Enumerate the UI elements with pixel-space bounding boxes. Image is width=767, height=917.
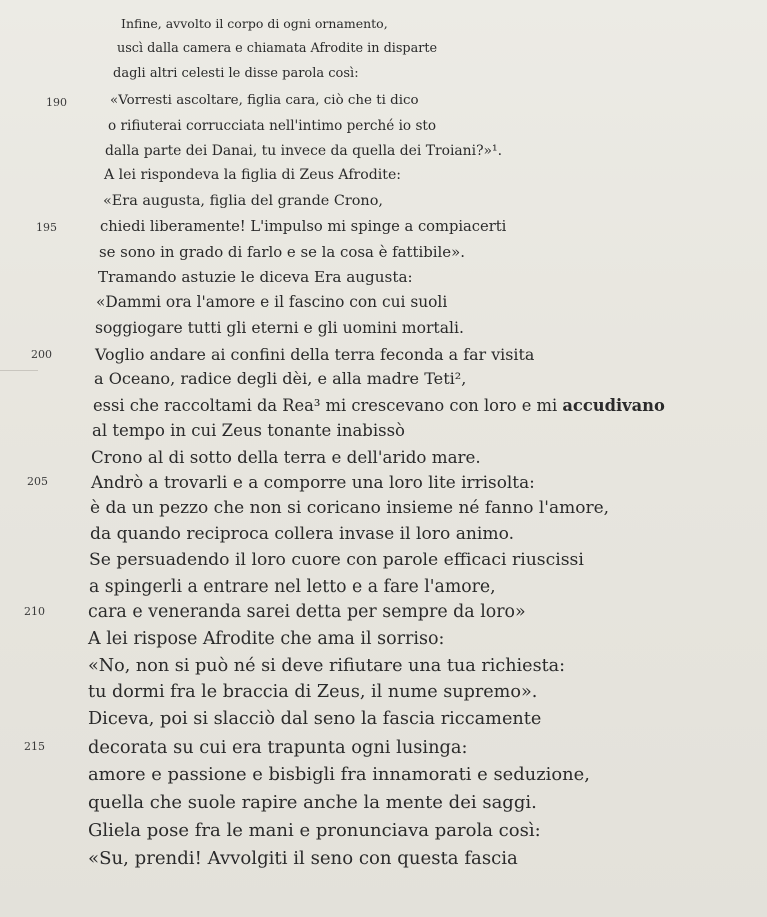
text-run: Voglio andare ai confini della terra feconda a far visita (95, 345, 535, 364)
verse-text (95, 345, 534, 364)
verse-line (0, 369, 767, 393)
text-run: Tramando astuzie le diceva Era augusta: (98, 268, 413, 286)
verse-line (0, 193, 767, 215)
verse-line (0, 764, 767, 790)
verse-line (0, 167, 767, 189)
verse-text (91, 447, 481, 467)
text-run: Se persuadendo il loro cuore con parole efficaci riuscissi (89, 550, 584, 570)
text-run: quella che suole rapire anche la mente dei saggi. (88, 792, 537, 813)
text-run: da quando reciproca collera invase il loro animo. (90, 524, 514, 544)
text-run: tu dormi fra le braccia di Zeus, il nume supremo». (88, 682, 538, 702)
text-run: è da un pezzo che non si coricano insieme né fanno l'amore, (90, 498, 610, 518)
verse-line (0, 93, 767, 114)
line-number: 205 (27, 475, 48, 488)
text-run: «Era augusta, figlia del grande Crono, (103, 193, 383, 209)
verse-line (0, 524, 767, 549)
verse-line (0, 737, 767, 763)
verse-text (90, 498, 609, 518)
text-run: se sono in grado di farlo e se la cosa è fattibile». (99, 243, 465, 261)
line-number: 215 (24, 740, 45, 753)
verse-text (90, 524, 514, 544)
verse-text (96, 293, 447, 311)
text-run: a spingerli a entrare nel letto e a fare l'amore, (89, 577, 496, 597)
verse-line (0, 550, 767, 575)
verse-text (100, 218, 506, 235)
verse-text (121, 16, 388, 31)
verse-line (0, 421, 767, 446)
verse-text (88, 656, 565, 676)
text-run: «Su, prendi! Avvolgiti il seno con questa fascia (88, 848, 518, 869)
verse-text (92, 421, 405, 440)
line-number: 195 (36, 221, 57, 234)
verse-text (88, 629, 444, 649)
text-run: essi che raccoltami da Rea³ mi crescevano con loro e mi (93, 396, 563, 415)
text-run: «Vorresti ascoltare, figlia cara, ciò che ti dico (110, 93, 419, 108)
text-run: soggiogare tutti gli eterni e gli uomini mortali. (95, 319, 464, 337)
verse-text (95, 319, 464, 337)
verse-line (0, 345, 767, 369)
verse-line (0, 268, 767, 291)
verse-text (99, 243, 465, 261)
text-run: Diceva, poi si slacciò dal seno la fascia riccamente (88, 709, 542, 729)
verse-line (0, 472, 767, 497)
verse-line (0, 820, 767, 846)
text-run: cara e veneranda sarei detta per sempre da loro» (88, 602, 526, 622)
verse-line (0, 629, 767, 655)
verse-line (0, 218, 767, 241)
verse-text (89, 577, 496, 597)
verse-line (0, 66, 767, 87)
verse-text (88, 602, 526, 622)
verse-line (0, 396, 767, 420)
verse-text (88, 709, 541, 729)
text-run: Andrò a trovarli e a comporre una loro lite irrisolta: (91, 472, 535, 492)
verse-line (0, 848, 767, 874)
verse-line (0, 143, 767, 165)
verse-text (108, 118, 436, 134)
text-run: amore e passione e bisbigli fra innamorati e seduzione, (88, 764, 590, 785)
verse-line (0, 41, 767, 62)
bold-word: accudivano (562, 396, 665, 415)
verse-text (103, 193, 383, 209)
text-run: «Dammi ora l'amore e il fascino con cui suoli (96, 293, 448, 311)
line-number: 190 (46, 96, 67, 109)
text-run: A lei rispondeva la figlia di Zeus Afrodite: (104, 167, 402, 183)
text-run: decorata su cui era trapunta ogni lusinga: (88, 737, 468, 758)
text-run: uscì dalla camera e chiamata Afrodite in disparte (117, 41, 438, 56)
verse-line (0, 498, 767, 523)
verse-text (105, 143, 502, 159)
verse-line (0, 792, 767, 818)
verse-line (0, 243, 767, 266)
text-run: «No, non si può né si deve rifiutare una tua richiesta: (88, 656, 566, 676)
text-run: Crono al di sotto della terra e dell'arido mare. (91, 447, 481, 467)
verse-text (110, 93, 419, 108)
text-run: Gliela pose fra le mani e pronunciava parola così: (88, 820, 541, 841)
verse-line (0, 293, 767, 316)
text-run: dagli altri celesti le disse parola così: (113, 66, 359, 81)
verse-text (88, 792, 537, 813)
verse-line (0, 577, 767, 602)
text-run: o rifiuterai corrucciata nell'intimo perché io sto (108, 118, 437, 134)
text-run: chiedi liberamente! L'impulso mi spinge a compiacerti (100, 218, 507, 235)
verse-line (0, 447, 767, 472)
verse-line (0, 682, 767, 708)
text-run: Infine, avvolto il corpo di ogni ornamento, (121, 16, 388, 31)
verse-text (113, 66, 359, 81)
text-run: al tempo in cui Zeus tonante inabissò (92, 421, 405, 440)
line-number: 200 (31, 348, 52, 361)
verse-line (0, 602, 767, 627)
verse-line (0, 709, 767, 735)
verse-text (88, 682, 537, 702)
verse-text (88, 848, 518, 869)
verse-line (0, 16, 767, 37)
verse-text (117, 41, 437, 56)
verse-text (88, 764, 590, 785)
text-run: dalla parte dei Danai, tu invece da quella dei Troiani?»¹. (105, 143, 503, 159)
verse-text (104, 167, 401, 183)
verse-line (0, 656, 767, 682)
verse-text (88, 737, 468, 758)
verse-text (93, 396, 665, 415)
verse-text (94, 369, 466, 388)
verse-text (88, 820, 541, 841)
text-run: A lei rispose Afrodite che ama il sorriso: (88, 629, 445, 649)
verse-text (91, 472, 535, 492)
verse-text (89, 550, 584, 570)
verse-line (0, 319, 767, 343)
verse-line (0, 118, 767, 140)
text-run: a Oceano, radice degli dèi, e alla madre Teti², (94, 369, 467, 388)
verse-text (98, 268, 413, 286)
line-number: 210 (24, 605, 45, 618)
